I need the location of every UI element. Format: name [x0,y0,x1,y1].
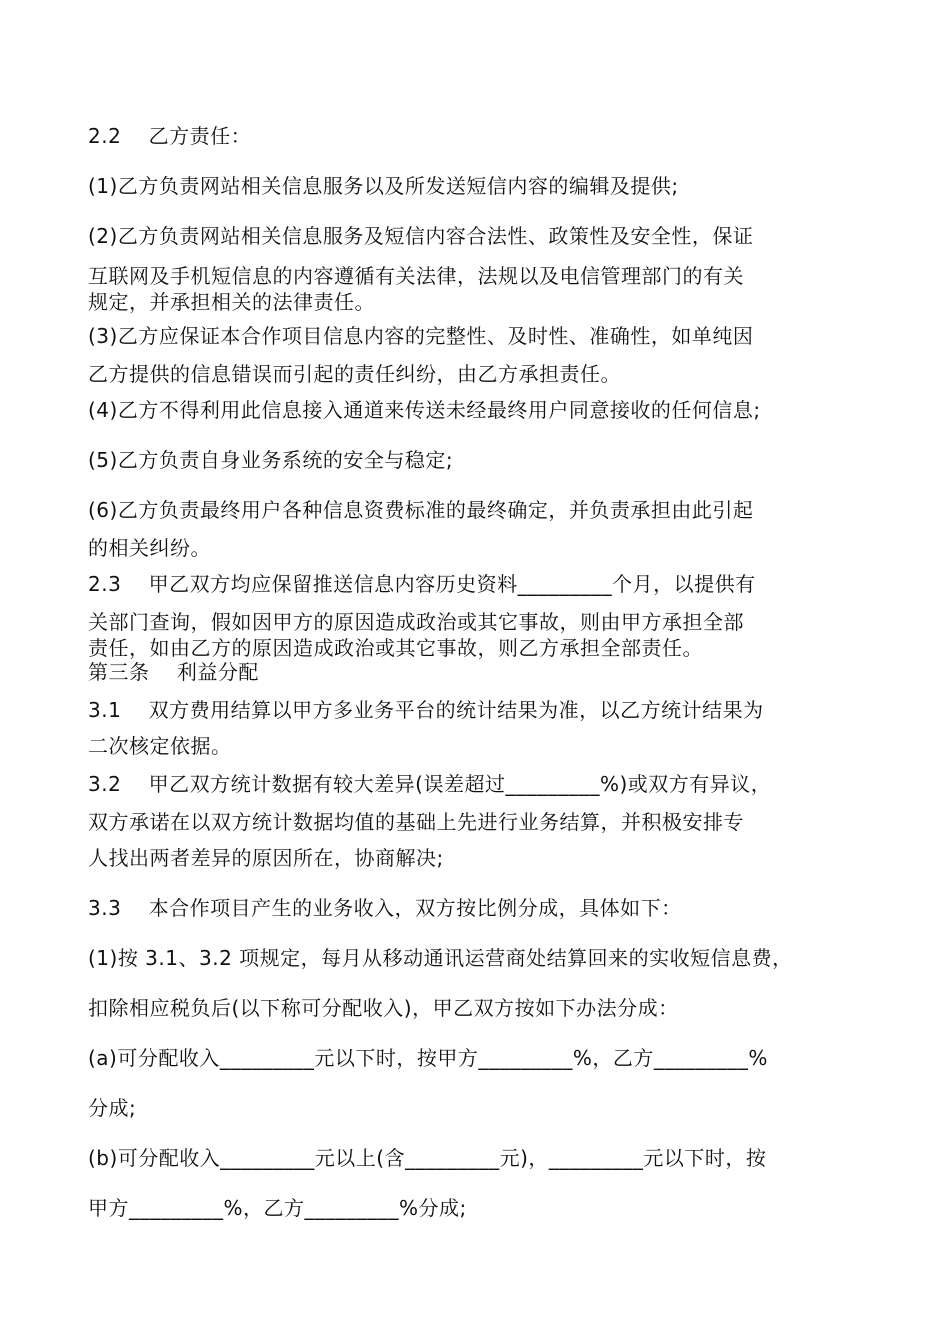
paragraph-line: 3.1 双方费用结算以甲方多业务平台的统计结果为准，以乙方统计结果为 [88,698,764,722]
paragraph-line: 关部门查询，假如因甲方的原因造成政治或其它事故，则由甲方承担全部 [88,610,744,634]
paragraph-line: 二次核定依据。 [88,734,232,758]
paragraph-line: 3.3 本合作项目产生的业务收入，双方按比例分成，具体如下： [88,896,682,920]
paragraph-line: (1)乙方负责网站相关信息服务以及所发送短信内容的编辑及提供; [88,174,679,198]
paragraph-line: (1)按 3.1、3.2 项规定，每月从移动通讯运营商处结算回来的实收短信息费， [88,946,793,970]
paragraph-line: 的相关纠纷。 [88,536,211,560]
paragraph-line: (5)乙方负责自身业务系统的安全与稳定; [88,448,454,472]
paragraph-line: 双方承诺在以双方统计数据均值的基础上先进行业务结算，并积极安排专 [88,810,744,834]
paragraph-line: 3.2 甲乙双方统计数据有较大差异(误差超过_________%)或双方有异议， [88,772,772,796]
paragraph-line: 乙方提供的信息错误而引起的责任纠纷，由乙方承担责任。 [88,362,621,386]
paragraph-line: 规定，并承担相关的法律责任。 [88,290,375,314]
paragraph-line: (b)可分配收入_________元以上(含_________元)，_________元以下时，按 [88,1146,767,1170]
paragraph-line: 互联网及手机短信息的内容遵循有关法律，法规以及电信管理部门的有关 [88,264,744,288]
paragraph-line: 责任，如由乙方的原因造成政治或其它事故，则乙方承担全部责任。 [88,636,703,660]
paragraph-line: 扣除相应税负后(以下称可分配收入)，甲乙双方按如下办法分成： [88,996,679,1020]
paragraph-line: 2.3 甲乙双方均应保留推送信息内容历史资料_________个月，以提供有 [88,572,756,596]
paragraph-line: 人找出两者差异的原因所在，协商解决; [88,846,444,870]
paragraph-line: 甲方_________%，乙方_________%分成; [88,1196,467,1220]
paragraph-line: (4)乙方不得利用此信息接入通道来传送未经最终用户同意接收的任何信息; [88,398,761,422]
paragraph-line: (6)乙方负责最终用户各种信息资费标准的最终确定，并负责承担由此引起 [88,498,754,522]
paragraph-line: (a)可分配收入_________元以下时，按甲方_________%，乙方_________% [88,1046,768,1070]
section-heading: 2.2 乙方责任： [88,124,252,148]
paragraph-line: 分成; [88,1096,137,1120]
paragraph-line: (3)乙方应保证本合作项目信息内容的完整性、及时性、准确性，如单纯因 [88,324,754,348]
paragraph-line: (2)乙方负责网站相关信息服务及短信内容合法性、政策性及安全性，保证 [88,224,754,248]
article-heading: 第三条 利益分配 [88,660,259,684]
